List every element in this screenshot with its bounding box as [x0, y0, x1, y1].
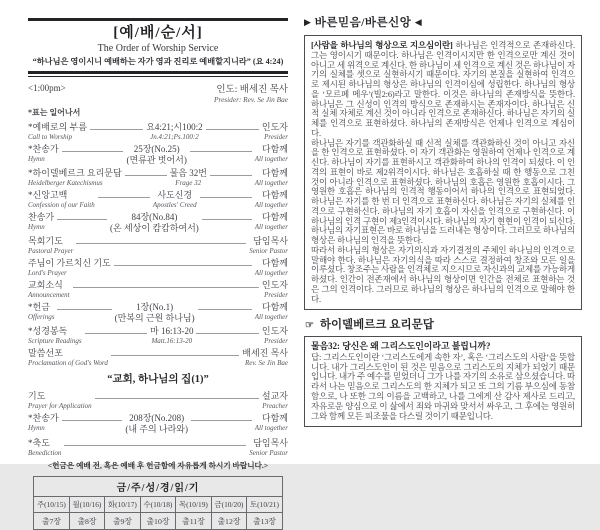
presider-en: Presider: Rev. Se Jin Bae — [214, 94, 288, 104]
right-arrow-icon: ▶ — [304, 17, 312, 27]
right-faith-column — [304, 14, 582, 464]
reading-table-header-row — [34, 497, 283, 513]
leader-line — [190, 144, 252, 152]
faith-section-header — [304, 14, 582, 30]
catechism-section-title: 하이델베르크 요리문답 — [319, 319, 434, 332]
weekly-reading-table — [33, 476, 283, 530]
reading-day: 화(10/17) — [105, 497, 141, 513]
leader-line — [198, 302, 252, 310]
worship-item-benediction: *축도 Benediction 담임목사 Senior Pastor — [28, 437, 288, 457]
worship-item-call-to-worship: *예배로의 부름 Call to Worship 요4:21;시100:2 Jn.4:21;Ps.100:2 인도자 Presider — [28, 121, 288, 141]
worship-item-scripture-reading: *성경봉독 Scripture Readings 마 16:13-20 Matt.16:13-20 인도자 Presider — [28, 326, 289, 346]
worship-item-prayer-application: 기도 Prayer for Application 설교자 Preacher — [28, 391, 288, 411]
leader-line — [64, 438, 246, 446]
leader-line — [95, 391, 259, 399]
catechism-answer: 답: 그리스도인이란 ‘그리스도에게 속한 자’, 혹은 ‘그리스도의 사람’을 뜻합니다. 내가 그리스도인이 된 것은 믿음으로 그리스도의 지체가 되었기 때문입니다. 내가 주 예수를 믿었더니 그가 나를 자기의 소유로 삼으셨습니다. 따라서 나는 믿음으로 그리스도의 한 지체가 되고 또 그의 기름 부으심에 동참함으로, 나 또한 그의 이름을 고백하고, 나를 그에게 산 감사 제사로 드리고, 자유로운 양심으로 이 삶에서 죄와 마귀와 맞서서 싸우고, 그 후에는 영원히 그와 함께 모든 피조물을 다스릴 것이기 때문입니다. — [311, 351, 575, 421]
order-of-worship-column — [28, 18, 289, 526]
catechism-question: 물음32: 당신은 왜 그리스도인이라고 불립니까? — [311, 341, 491, 352]
leader-line — [114, 258, 252, 266]
leader-line — [191, 413, 252, 421]
reading-day: 수(10/18) — [140, 497, 176, 513]
leader-line — [196, 326, 258, 334]
leader-line — [57, 212, 107, 220]
leader-line — [125, 168, 167, 176]
reading-passage: 출13장 — [247, 513, 283, 530]
reading-passage: 출9장 — [105, 513, 141, 530]
standing-note: *표는 일어나서 — [28, 107, 81, 117]
faith-paragraph-3: 따라서 하나님의 형상은 자기의식과 자기결정의 주체인 하나님의 인격으로 말해야 한다. 하나님은 자기의식을 따라 스스로 결정하여 창조와 모든 일을 이루셨다. 창조주는 사람을 인격체로 지으시므로 자신과의 교제를 가능하게 하셨다. 인간이 전존재에서 하나님의 형상이면 인간을 전체로 표현하는 것은 그의 인격이다. 그러므로 하나님의 형상은 하나님의 인격으로 말해야 한다. — [311, 244, 575, 304]
reading-table-value-row — [34, 513, 283, 530]
sermon-title: “교회, 하나님의 집(1)” — [107, 374, 209, 386]
leader-line — [200, 190, 252, 198]
worship-item-lords-prayer: 주님이 가르치신 기도 Lord's Prayer 다함께 All together — [28, 258, 288, 278]
presider-block — [214, 81, 288, 104]
reading-day: 금(10/20) — [211, 497, 247, 513]
leader-line — [111, 348, 239, 356]
worship-item-pastoral-prayer: 목회기도 Pastoral Prayer 담임목사 Senior Pastor — [28, 236, 288, 256]
reading-passage: 출7장 — [34, 513, 70, 530]
leader-line — [85, 326, 147, 334]
reading-day: 월(10/16) — [69, 497, 105, 513]
worship-item-offerings: *헌금 Offerings 1장(No.1) (만복의 근원 하나님) 다함께 All together — [28, 301, 288, 323]
time-presider-row — [28, 81, 288, 104]
reading-passage: 출10장 — [140, 513, 176, 530]
catechism-box — [304, 336, 582, 427]
left-arrow-icon: ◀ — [414, 17, 423, 27]
page-title: [예/배/순/서] — [113, 25, 203, 41]
scripture-quote: “하나님은 영이시니 예배하는 자가 영과 진리로 예배할지니라” (요 4:24) — [32, 57, 284, 67]
worship-item-creed: *신앙고백 Confession of our Faith 사도신경 Apostles' Creed 다함께 All together — [28, 189, 288, 209]
faith-paragraph-2: 하나님은 자기를 객관화하실 때 신적 실체를 객관화하신 것이 아니고 자신을 한 인격으로 표현하셨다. 이 자기 객관화는 영원하여 언제나 인격으로 계신다. 하나님이 자기를 표현하시고 객관화하여 하나의 인격이 되셨다. 이 인격의 표현이 바로 제2위격이시다. 하나님은 호흡하실 때 한 행동으로 그친 것이 아니라 인격으로 표현하셨다. 하나님의 호흡은 영원한 호흡이시다. 그 영원한 호흡은 하나님의 인격적 행동이어서 하나의 인격으로 표현되었다. 하나님은 자기를 한 번 더 인격으로 표현하신다. 하나님은 자기의 실체를 인격으로 구현하신다. 하나님의 자기 호흡이 자신을 인격으로 구현하신다. 이 하나님의 인격 구현이 제3인격이시다. 하나님의 자기 현현이 인격이 되신다. 하나님의 자기표현은 바로 하나님을 드러내는 형상이다. 그러므로 하나님의 형상은 하나님의 인격을 뜻한다. — [311, 137, 575, 245]
worship-item-hymn: *찬송가 Hymn 208장(No.208) (내 주의 나라와) 다함께 All together — [28, 413, 289, 435]
faith-essay-box — [304, 35, 582, 310]
service-time: <1:00pm> — [28, 82, 66, 93]
faith-paragraph-1 — [311, 41, 575, 139]
faith-text-1: 하나님은 인격적으로 존재하신다. 그는 영이시기 때문이다. 하나님은 인격이시지만 한 인격으로만 계신 것이 아니고 세 위격으로 계신다. 한 하나님이 세 인격으로 계신 것은 하나님이 자기의 실체를 셋으로 실현하시기 때문이다. 자기의 본질을 실현하여 인격으로 제시된 하나님의 형상은 하나님의 인격이심에 성립한다. 하나님의 형상을 ‘모르페 메우’(빌2:6)라고 말한다. 이것은 하나님의 존재방식을 뜻한다. 하나님은 그 신성이 인격의 방식으로 존재하시는 존재자이다. 하나님은 신적 실체 자체로 계신 것이 아니라 인격으로 존재하신다. 하나님은 자기의 실체를 인격으로 표현하셨다. 하나님의 존재방식은 언제나 인격으로 계심이다. — [311, 40, 575, 138]
page-subtitle: The Order of Worship Service — [97, 42, 219, 54]
leader-line — [76, 236, 246, 244]
leader-line — [210, 168, 252, 176]
worship-item-sermon: 말씀선포 Proclamation of God's Word 배세진 목사 Rev. Se Jin Bae — [28, 348, 288, 368]
worship-item-announcement: 교회소식 Announcement 인도자 Presider — [28, 279, 288, 299]
reading-day: 토(10/21) — [247, 497, 283, 513]
presider-ko: 인도: 배세진 목사 — [216, 84, 288, 95]
worship-item-hymn: *찬송가 Hymn 25장(No.25) (면류관 벗어서) 다함께 All together — [28, 143, 289, 165]
worship-item-hymn: 찬송가 Hymn 84장(No.84) (온 세상이 캄캄하여서) 다함께 All together — [28, 211, 288, 233]
leader-line — [206, 122, 259, 130]
catechism-section-header — [305, 316, 582, 332]
reading-passage: 출12장 — [211, 513, 247, 530]
reading-passage: 출11장 — [176, 513, 212, 530]
faith-lead-phrase: [사람을 하나님의 형상으로 지으심이란] — [311, 40, 453, 50]
leader-line — [62, 144, 124, 152]
worship-items — [28, 122, 288, 457]
offering-note: <헌금은 예배 전, 혹은 예배 후 헌금함에 자유롭게 하시기 바랍니다.> — [47, 461, 269, 471]
reading-day: 목(10/19) — [176, 497, 212, 513]
reading-day: 주(10/15) — [34, 497, 70, 513]
worship-item-catechism: *하이델베르크 요리문답 Heidelberger Katechismus 물음 32번 Frage 32 다함께 All together — [28, 168, 289, 187]
leader-line — [73, 280, 259, 288]
title-block — [28, 21, 288, 68]
leader-line — [90, 122, 143, 130]
leader-line — [202, 212, 252, 220]
leader-line — [57, 302, 111, 310]
reading-passage: 출8장 — [69, 513, 105, 530]
leader-line — [62, 413, 123, 421]
header-divider — [28, 71, 288, 77]
faith-section-title: 바른믿음/바른신앙 — [314, 17, 412, 29]
leader-line — [98, 190, 150, 198]
reading-table-title: 금/주/성/경/읽/기 — [34, 477, 283, 497]
pointing-hand-icon: ☞ — [305, 320, 314, 332]
